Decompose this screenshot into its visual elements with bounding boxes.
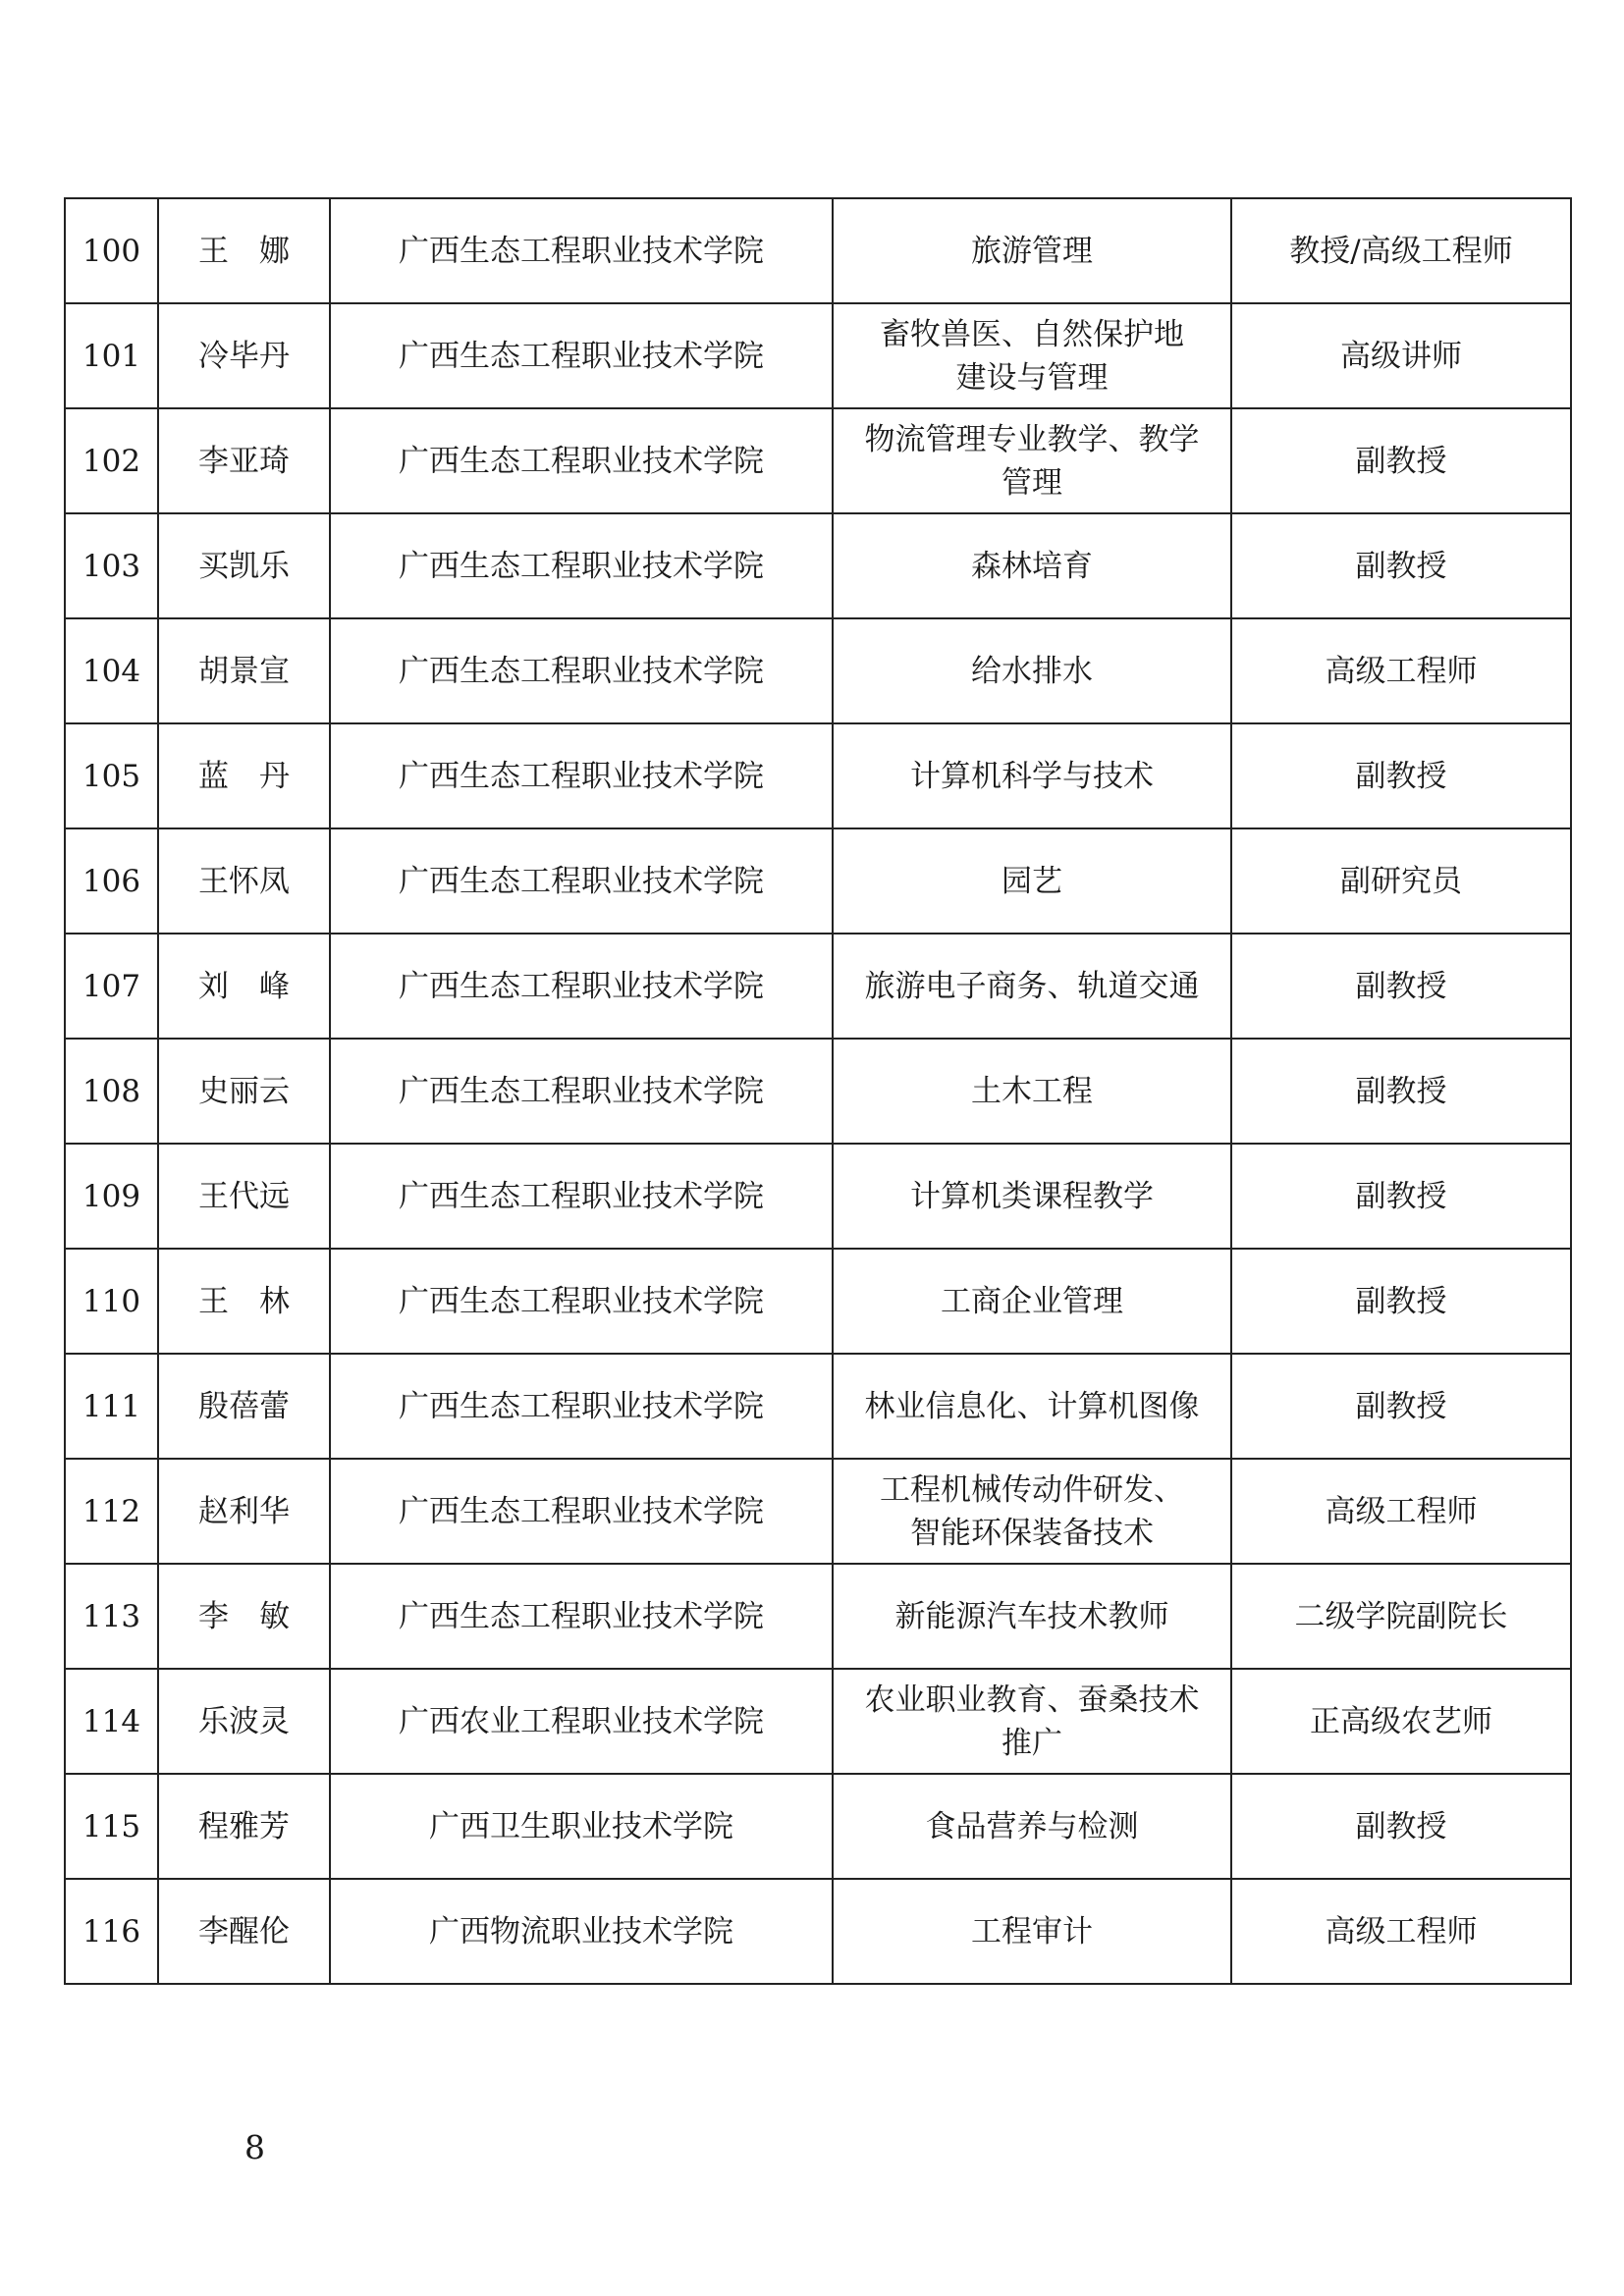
professional-title-cell: 副教授	[1231, 1774, 1571, 1879]
specialty-cell: 新能源汽车技术教师	[833, 1564, 1231, 1669]
serial-number-cell: 106	[65, 828, 158, 934]
table-row	[65, 1879, 1571, 1984]
institution-cell: 广西生态工程职业技术学院	[330, 828, 833, 934]
institution-cell: 广西生态工程职业技术学院	[330, 1354, 833, 1459]
institution-cell: 广西生态工程职业技术学院	[330, 934, 833, 1039]
professional-title-cell: 副教授	[1231, 1144, 1571, 1249]
table-row	[65, 1459, 1571, 1564]
professional-title-cell: 副研究员	[1231, 828, 1571, 934]
table-row	[65, 1564, 1571, 1669]
institution-cell: 广西生态工程职业技术学院	[330, 513, 833, 618]
specialty-cell: 计算机类课程教学	[833, 1144, 1231, 1249]
institution-cell: 广西农业工程职业技术学院	[330, 1669, 833, 1774]
name-cell: 冷毕丹	[158, 303, 330, 408]
name-cell: 买凯乐	[158, 513, 330, 618]
serial-number-cell: 113	[65, 1564, 158, 1669]
institution-cell: 广西卫生职业技术学院	[330, 1774, 833, 1879]
specialty-cell: 土木工程	[833, 1039, 1231, 1144]
serial-number-cell: 115	[65, 1774, 158, 1879]
serial-number-cell: 108	[65, 1039, 158, 1144]
table-row	[65, 303, 1571, 408]
institution-cell: 广西生态工程职业技术学院	[330, 723, 833, 828]
specialty-cell: 给水排水	[833, 618, 1231, 723]
table-row	[65, 1039, 1571, 1144]
institution-cell: 广西物流职业技术学院	[330, 1879, 833, 1984]
table-row	[65, 1249, 1571, 1354]
serial-number-cell: 101	[65, 303, 158, 408]
professional-title-cell: 教授/高级工程师	[1231, 198, 1571, 303]
professional-title-cell: 高级工程师	[1231, 618, 1571, 723]
serial-number-cell: 110	[65, 1249, 158, 1354]
name-cell: 王怀凤	[158, 828, 330, 934]
specialty-cell: 工程审计	[833, 1879, 1231, 1984]
serial-number-cell: 112	[65, 1459, 158, 1564]
professional-title-cell: 高级讲师	[1231, 303, 1571, 408]
table-row	[65, 723, 1571, 828]
institution-cell: 广西生态工程职业技术学院	[330, 1459, 833, 1564]
specialty-cell: 旅游管理	[833, 198, 1231, 303]
name-cell: 王代远	[158, 1144, 330, 1249]
name-cell: 胡景宣	[158, 618, 330, 723]
specialty-cell: 工商企业管理	[833, 1249, 1231, 1354]
name-cell: 王 娜	[158, 198, 330, 303]
specialty-cell: 畜牧兽医、自然保护地 建设与管理	[833, 303, 1231, 408]
professional-title-cell: 二级学院副院长	[1231, 1564, 1571, 1669]
table-row	[65, 1144, 1571, 1249]
serial-number-cell: 116	[65, 1879, 158, 1984]
name-cell: 李亚琦	[158, 408, 330, 513]
serial-number-cell: 107	[65, 934, 158, 1039]
institution-cell: 广西生态工程职业技术学院	[330, 198, 833, 303]
institution-cell: 广西生态工程职业技术学院	[330, 618, 833, 723]
serial-number-cell: 104	[65, 618, 158, 723]
professional-title-cell: 副教授	[1231, 723, 1571, 828]
specialty-cell: 园艺	[833, 828, 1231, 934]
specialty-cell: 森林培育	[833, 513, 1231, 618]
name-cell: 史丽云	[158, 1039, 330, 1144]
name-cell: 乐波灵	[158, 1669, 330, 1774]
serial-number-cell: 100	[65, 198, 158, 303]
name-cell: 程雅芳	[158, 1774, 330, 1879]
table-row	[65, 408, 1571, 513]
serial-number-cell: 109	[65, 1144, 158, 1249]
specialty-cell: 工程机械传动件研发、 智能环保装备技术	[833, 1459, 1231, 1564]
table-row	[65, 828, 1571, 934]
professional-title-cell: 副教授	[1231, 1249, 1571, 1354]
institution-cell: 广西生态工程职业技术学院	[330, 303, 833, 408]
name-cell: 李醒伦	[158, 1879, 330, 1984]
professional-title-cell: 正高级农艺师	[1231, 1669, 1571, 1774]
serial-number-cell: 102	[65, 408, 158, 513]
roster-body	[65, 198, 1571, 1984]
specialty-cell: 旅游电子商务、轨道交通	[833, 934, 1231, 1039]
table-row	[65, 1354, 1571, 1459]
name-cell: 蓝 丹	[158, 723, 330, 828]
table-row	[65, 1774, 1571, 1879]
professional-title-cell: 副教授	[1231, 513, 1571, 618]
expert-roster-table	[64, 197, 1572, 1985]
name-cell: 刘 峰	[158, 934, 330, 1039]
institution-cell: 广西生态工程职业技术学院	[330, 408, 833, 513]
table-row	[65, 1669, 1571, 1774]
serial-number-cell: 114	[65, 1669, 158, 1774]
professional-title-cell: 高级工程师	[1231, 1879, 1571, 1984]
professional-title-cell: 副教授	[1231, 1039, 1571, 1144]
institution-cell: 广西生态工程职业技术学院	[330, 1564, 833, 1669]
professional-title-cell: 副教授	[1231, 1354, 1571, 1459]
professional-title-cell: 副教授	[1231, 408, 1571, 513]
professional-title-cell: 副教授	[1231, 934, 1571, 1039]
institution-cell: 广西生态工程职业技术学院	[330, 1144, 833, 1249]
table-row	[65, 618, 1571, 723]
name-cell: 李 敏	[158, 1564, 330, 1669]
serial-number-cell: 111	[65, 1354, 158, 1459]
institution-cell: 广西生态工程职业技术学院	[330, 1039, 833, 1144]
name-cell: 殷蓓蕾	[158, 1354, 330, 1459]
table-row	[65, 934, 1571, 1039]
serial-number-cell: 103	[65, 513, 158, 618]
specialty-cell: 食品营养与检测	[833, 1774, 1231, 1879]
professional-title-cell: 高级工程师	[1231, 1459, 1571, 1564]
specialty-cell: 林业信息化、计算机图像	[833, 1354, 1231, 1459]
specialty-cell: 农业职业教育、蚕桑技术 推广	[833, 1669, 1231, 1774]
table-row	[65, 513, 1571, 618]
institution-cell: 广西生态工程职业技术学院	[330, 1249, 833, 1354]
name-cell: 王 林	[158, 1249, 330, 1354]
name-cell: 赵利华	[158, 1459, 330, 1564]
specialty-cell: 物流管理专业教学、教学 管理	[833, 408, 1231, 513]
specialty-cell: 计算机科学与技术	[833, 723, 1231, 828]
page-number: 8	[244, 2128, 265, 2166]
serial-number-cell: 105	[65, 723, 158, 828]
table-row	[65, 198, 1571, 303]
